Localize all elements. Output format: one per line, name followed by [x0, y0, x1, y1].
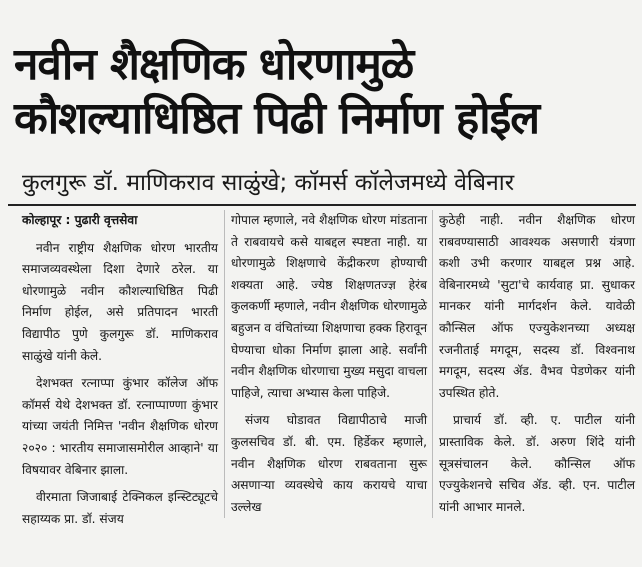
- paragraph: देशभक्त रत्नाप्पा कुंभार कॉलेज ऑफ कॉमर्स येथे देशभक्त डॉ. रत्नाप्पाण्णा कुंभार यांच्या जयंती निमित्त 'नवीन शैक्षणिक धोरण २०२० : भारतीय समाजासमोरील आव्हाने' या विषयावर वेबिनार झाला.: [22, 376, 218, 477]
- headline-line-2: कौशल्याधिष्ठित पिढी निर्माण होईल: [14, 93, 540, 144]
- paragraph: नवीन राष्ट्रीय शैक्षणिक धोरण भारतीय समाजव्यवस्थेला दिशा देणारे ठरेल. या धोरणामुळे नवीन कौशल्याधिष्ठित पिढी निर्माण होईल, असे प्रतिपादन भारती विद्यापीठ पुणे कुलगुरू डॉ. माणिकराव साळुंखे यांनी केले.: [22, 240, 218, 363]
- headline-line-1: नवीन शैक्षणिक धोरणामुळे: [14, 39, 414, 90]
- paragraph: गोपाल म्हणाले, नवे शैक्षणिक धोरण मांडताना ते राबवायचे कसे याबद्दल स्पष्टता नाही. या धोरणामुळे शिक्षणाचे केंद्रीकरण होण्याची शक्यता आहे. ज्येष्ठ शिक्षणतज्ज्ञ हेरंब कुलकर्णी म्हणाले, नवीन शैक्षणिक धोरणामुळे बहुजन व वंचितांच्या शिक्षणाचा हक्क हिरावून घेण्याचा धोका निर्माण झाला आहे. सर्वांनी नवीन शैक्षणिक धोरणाचा मुख्य मसुदा वाचला पाहिजे, त्याचा अभ्यास केला पाहिजे.: [231, 213, 427, 400]
- subheadline: कुलगुरू डॉ. माणिकराव साळुंखे; कॉमर्स कॉलेजमध्ये वेबिनार: [22, 170, 515, 196]
- paragraph: संजय घोडावत विद्यापीठाचे माजी कुलसचिव डॉ. बी. एम. हिर्डेकर म्हणाले, नवीन शैक्षणिक धोरण राबवताना सुरू असणाऱ्या व्यवस्थेचे काय करायचे याचा उल्लेख: [231, 413, 427, 514]
- paragraph: कुठेही नाही. नवीन शैक्षणिक धोरण राबवण्यासाठी आवश्यक असणारी यंत्रणा कशी उभी करणार याबद्दल प्रश्न आहे. वेबिनारमध्ये 'सुटा'चे कार्यवाह प्रा. सुधाकर मानकर यांनी मार्गदर्शन केले. यावेळी कौन्सिल ऑफ एज्युकेशनच्या अध्यक्ष रजनीताई मगदूम, सदस्य डॉ. विश्वनाथ मगदूम, सदस्य ॲड. वैभव पेडणेकर यांनी उपस्थित होते.: [439, 213, 635, 400]
- divider: [8, 204, 636, 206]
- article-column-2: [224, 210, 427, 518]
- dateline: कोल्हापूर : पुढारी वृत्तसेवा: [22, 213, 138, 227]
- headline: [14, 38, 634, 146]
- article-column-3: [432, 210, 635, 518]
- paragraph: प्राचार्य डॉ. व्ही. ए. पाटील यांनी प्रास्ताविक केले. डॉ. अरुण शिंदे यांनी सूत्रसंचालन केले. कौन्सिल ऑफ एज्युकेशनचे सचिव ॲड. व्ही. एन. पाटील यांनी आभार मानले.: [439, 413, 635, 514]
- paragraph: वीरमाता जिजाबाई टेक्निकल इन्स्टिट्यूटचे सहाय्यक प्रा. डॉ. संजय: [22, 490, 218, 526]
- article-column-1: [22, 210, 218, 530]
